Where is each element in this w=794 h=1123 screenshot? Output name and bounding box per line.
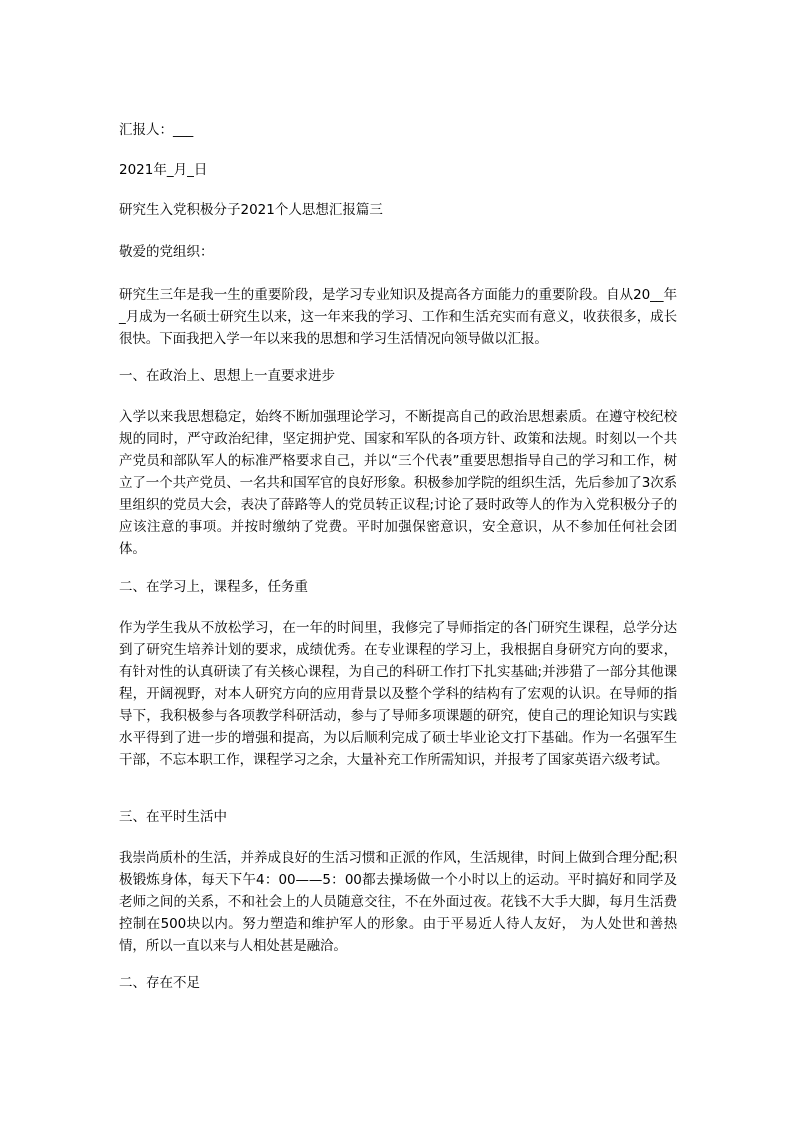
intro-paragraph: 研究生三年是我一生的重要阶段，是学习专业知识及提高各方面能力的重要阶段。自从20__年_月成为一名硕士研究生以来，这一年来我的学习、工作和生活充实而有意义，收获很多，成长很快。下面我把入学一年以来我的思想和学习生活情况向领导做以汇报。 xyxy=(119,287,677,347)
section-4-heading: 二、存在不足 xyxy=(119,975,200,991)
section-1-paragraph: 入学以来我思想稳定，始终不断加强理论学习，不断提高自己的政治思想素质。在遵守校纪校规的同时，严守政治纪律，坚定拥护党、国家和军队的各项方针、政策和法规。时刻以一个共产党员和部队军人的标准严格要求自己，并以“三个代表”重要思想指导自己的学习和工作，树立了一个共产党员、一名共和国军官的良好形象。积极参加学院的组织生活，先后参加了3次系里组织的党员大会，表决了薛路等人的党员转正议程;讨论了聂时政等人的作为入党积极分子的应该注意的事项。并按时缴纳了党费。平时加强保密意识，安全意识，从不参加任何社会团体。 xyxy=(119,409,677,557)
section-3-heading: 三、在平时生活中 xyxy=(119,809,227,825)
section-2-paragraph: 作为学生我从不放松学习，在一年的时间里，我修完了导师指定的各门研究生课程，总学分达到了研究生培养计划的要求，成绩优秀。在专业课程的学习上，我根据自身研究方向的要求，有针对性的认真研读了有关核心课程，为自己的科研工作打下扎实基础;并涉猎了一部分其他课程，开阔视野，对本人研究方向的应用背景以及整个学科的结构有了宏观的认识。在导师的指导下，我积极参与各项教学科研活动，参与了导师多项课题的研究，使自己的理论知识与实践水平得到了进一步的增强和提高，为以后顺利完成了硕士毕业论文打下基础。作为一名强军生干部，不忘本职工作，课程学习之余，大量补充工作所需知识，并报考了国家英语六级考试。 xyxy=(119,620,677,768)
date-line: 2021年_月_日 xyxy=(119,162,208,178)
section-2-heading: 二、在学习上，课程多，任务重 xyxy=(119,579,308,595)
salutation: 敬爱的党组织： xyxy=(119,244,214,260)
section-3-paragraph: 我崇尚质朴的生活，并养成良好的生活习惯和正派的作风，生活规律，时间上做到合理分配;积极锻炼身体，每天下午4：00——5：00都去操场做一个小时以上的运动。平时搞好和同学及老师之间的关系，不和社会上的人员随意交往，不在外面过夜。花钱不大手大脚，每月生活费控制在500块以内。努力塑造和维护军人的形象。由于平易近人待人友好， 为人处世和善热情，所以一直以来与人相处甚是融洽。 xyxy=(119,850,677,954)
document-title: 研究生入党积极分子2021个人思想汇报篇三 xyxy=(119,202,383,218)
section-1-heading: 一、在政治上、思想上一直要求进步 xyxy=(119,368,335,384)
reporter-line: 汇报人：___ xyxy=(119,122,194,138)
